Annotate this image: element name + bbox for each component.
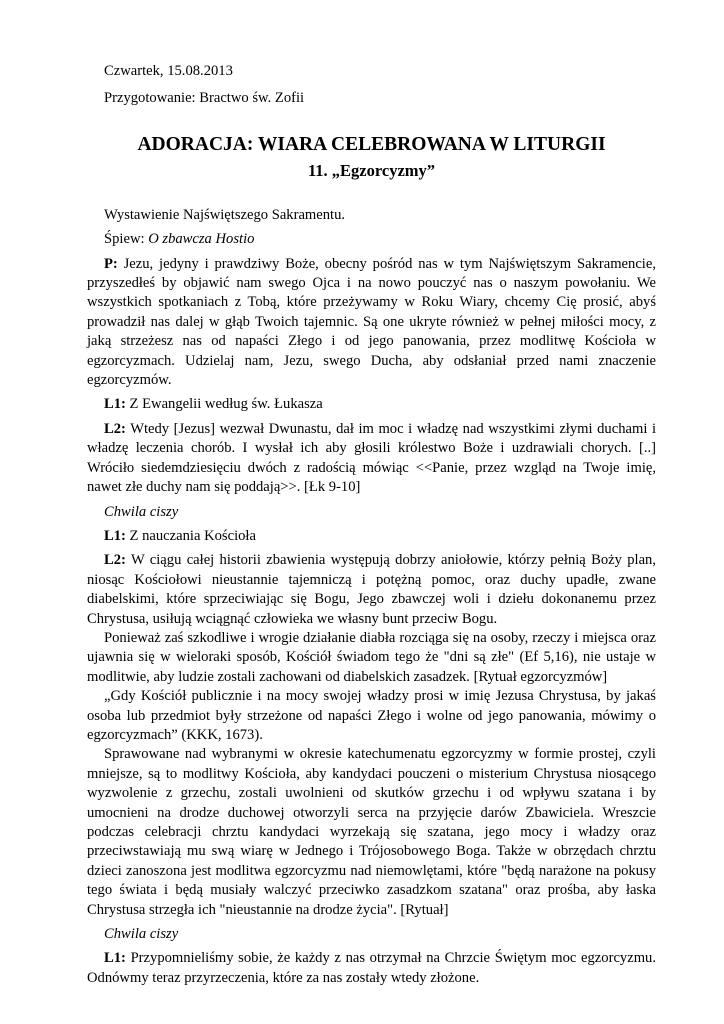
l2-teaching-paragraph [87,551,656,629]
teaching-paragraph-3: „Gdy Kościół publicznie i na mocy swojej władzy prosi w imię Jezusa Chrystusa, by jakaś osoba lub przedmiot były strzeżone od napaści Złego i wolne od jego panowania, mówimy o egzorcyzmach” (KKK, 1673). [87,688,656,743]
exposition-line: Wystawienie Najświętszego Sakramentu. [104,206,346,223]
song-line [104,230,656,249]
song-label: Śpiew: [104,231,145,248]
document-page [87,62,656,993]
speaker-label: L1: [104,950,126,967]
paragraph-text: W ciągu całej historii zbawienia występują dobrzy aniołowie, którzy pełnią Boży plan, niosąc Kościołowi nieustannie tajemniczą i potężną pomoc, oraz duchy upadłe, zwane diabelskimi, które sprzeciwiając się Bogu, Jego zbawczej woli i dziełu dokonanemu przez Chrystusa, usiłują wciągnąć człowieka we własny bunt przeciw Bogu. [87,552,656,627]
l1-gospel-line [87,395,656,414]
speaker-label: L1: [104,396,126,413]
document-subtitle: 11. „Egzorcyzmy” [307,160,436,180]
paragraph-text: Jezu, jedyny i prawdziwy Boże, obecny pośród nas w tym Najświętszym Sakramencie, przyszedłeś by objawić nam swego Ojca i na nowo pouczyć nas o naszym powołaniu. We wszystkich spotkaniach z Tobą, które przeżywamy w Roku Wiary, chcemy Cię prosić, abyś prowadził nas dalej w głąb Twoich tajemnic. Są one ukryte również w pełnej miłości mocy, z jaką strzeżesz nas od napaści Złego i od jego panowania, przez modlitwę Kościoła w egzorcyzmach. Udzielaj nam, Jezu, swego Ducha, aby odsłaniał przed nami znaczenie egzorcyzmów. [87,255,656,389]
p-prayer-paragraph [87,255,656,391]
l2-gospel-paragraph [87,420,656,498]
song-title: O zbawcza Hostio [148,231,255,248]
paragraph-text: Wtedy [Jezus] wezwał Dwunastu, dał im moc i władzę nad wszystkimi złymi duchami i władzę leczenia chorób. I wysłał ich aby głosili królestwo Boże i uzdrawiali chorych. [..] Wróciło siedemdziesięciu dwóch z radością mówiąc <<Panie, przez wzgląd na Twoje imię, nawet złe duchy nam się poddają>>. [Łk 9-10] [87,420,657,496]
silence-line: Chwila ciszy [104,503,179,520]
document-title: ADORACJA: WIARA CELEBROWANA W LITURGII [137,133,606,155]
paragraph-text: Z nauczania Kościoła [129,527,256,544]
speaker-label: L2: [104,420,126,437]
paragraph-text: Przypomnieliśmy sobie, że każdy z nas otrzymał na Chrzcie Świętym moc egzorcyzmu. Odnówmy teraz przyrzeczenia, które za nas zostały wtedy złożone. [87,950,656,986]
paragraph-text: Z Ewangelii według św. Łukasza [129,396,323,413]
date-line: Czwartek, 15.08.2013 [104,63,233,79]
l1-final-paragraph [87,949,656,988]
document-header [104,62,656,109]
l1-teaching-line [87,527,656,546]
preparation-line: Przygotowanie: Bractwo św. Zofii [104,90,305,107]
speaker-label: L1: [104,527,126,544]
speaker-label: P: [104,255,118,272]
speaker-label: L2: [104,552,126,569]
teaching-paragraph-4: Sprawowane nad wybranymi w okresie katechumenatu egzorcyzmy w formie prostej, czyli mniejsze, są to modlitwy Kościoła, aby kandydaci pouczeni o misterium Chrystusa niosącego wyzwolenie z grzechu, zostali uwolnieni od skutków grzechu i od wpływu szatana i by umocnieni na drodze duchowej otworzyli serca na przyjęcie darów Zbawiciela. Wreszcie podczas celebracji chrztu kandydaci wyrzekają się szatana, jego mocy i władzy oraz przeciwstawiają mu swą wiarę w Jednego i Trójosobowego Boga. Także w obrzędach chrztu dzieci zanoszona jest modlitwa egzorcyzmu nad niemowlętami, które "będą narażone na pokusy tego świata i będą musiały walczyć przeciwko zasadzkom szatana" oraz prośba, aby łaska Chrystusa strzegła ich "nieustannie na drodze życia". [Rytuał] [87,746,656,918]
silence-line: Chwila ciszy [104,926,179,943]
teaching-paragraph-2: Ponieważ zaś szkodliwe i wrogie działanie diabła rozciąga się na osoby, rzeczy i miejsca oraz ujawnia się w wieloraki sposób, Kościół świadom tego że "dni są złe" (Ef 5,16), nie ustaje w modlitwie, aby ludzie zostali zachowani od diabelskich zasadzek. [Rytuał egzorcyzmów] [87,629,656,685]
